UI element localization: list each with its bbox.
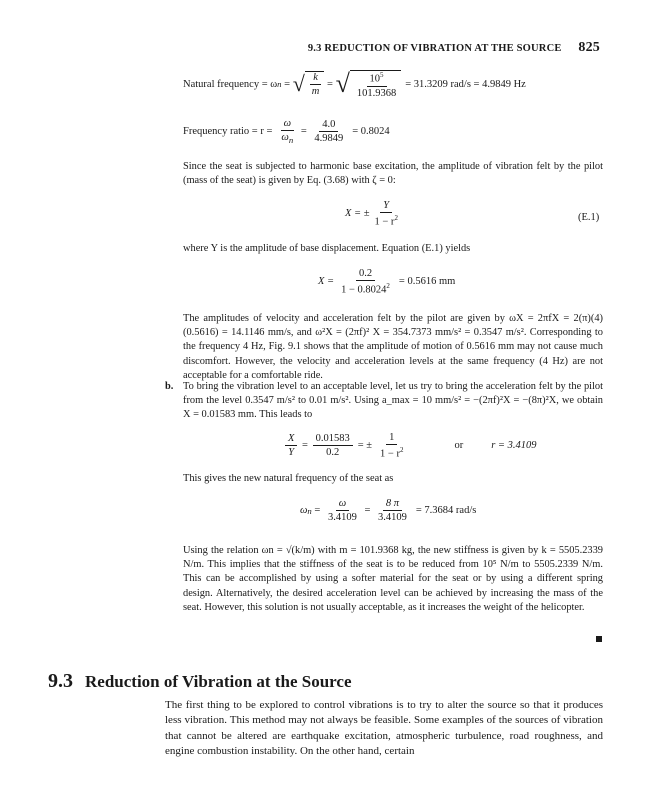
natural-result: = 31.3209 rad/s = 4.9849 Hz [405, 78, 526, 90]
ratio2-or: or [454, 440, 464, 452]
ratio2-lhs-den: Y [288, 447, 295, 459]
end-of-example-mark [596, 636, 602, 642]
x-den: 1 − 0.8024 [341, 284, 387, 296]
eq-natural-label: Natural frequency = ω [183, 78, 278, 90]
section-number: 9.3 [48, 670, 73, 692]
paragraph-new-stiffness: Using the relation ωn = √(k/m) with m = 101.9368 kg, the new stiffness is given by k = 5505.2339 N/m. This implies that the stiffness of the seat is to be reduced from 10⁵ N/m to 5505.2339 N/m. This can be accomplished by using a softer material for the seat or by using a different spring design. Alternatively, the desired acceleration level can be achieved by increasing the mass of the seat. However, this solution is not usually acceptable, as it increases the weight of the helicopter. [183, 545, 603, 613]
ratio-num: 4.0 [319, 119, 338, 132]
ratio2-num2: 1 [386, 432, 397, 445]
part-b-text: To bring the vibration level to an acceptable level, let us try to bring the acceleration felt by the pilot from the level 0.3547 m/s² to 0.01 m/s². Using a_max = 10 mm/s² = −(2πf)²X = −(8π)²X, we obtain X = 0.01583 mm. This leads to [183, 381, 603, 421]
natural-den: 101.9368 [356, 87, 397, 99]
header-title: REDUCTION OF VIBRATION AT THE SOURCE [324, 43, 562, 54]
sqrt-k-over-m: √ $\frac{k}{m}$ [293, 71, 325, 97]
equation-tag-e1: (E.1) [578, 212, 600, 223]
header-section: 9.3 [307, 43, 322, 54]
natural-num-sup: 5 [380, 71, 384, 79]
m-symbol: m [311, 86, 320, 98]
eq-natural-label-sub: n [277, 79, 282, 90]
part-b-label: b. [165, 381, 174, 392]
e1-den: 1 − r [374, 216, 395, 228]
ratio-den: 4.9849 [314, 133, 344, 145]
e1-den-sup: 2 [394, 214, 398, 222]
paragraph-new-natural-frequency: This gives the new natural frequency of the seat as [183, 473, 394, 484]
eq-omega-n: ω n = $\frac{\omega}{3.4109}$ = $\frac{8 \pi}{3.4109}$ = 7.3684 rad/s [300, 498, 477, 523]
eq-natural-frequency: Natural frequency = ω n = √ $\frac{k}{m}$ = √ $\frac{10^5}{101.9368}$ = 31.3209 rad/s = 4.9849 Hz [183, 69, 526, 99]
k-symbol: k [310, 72, 321, 85]
page-number: 825 [578, 40, 600, 55]
wn-result: = 7.3684 rad/s [415, 505, 477, 516]
paragraph-base-displacement: where Y is the amplitude of base displacement. Equation (E.1) yields [183, 243, 471, 254]
e1-lhs: X = ± [345, 208, 370, 220]
wn-num1: ω [336, 498, 349, 511]
wn-num2: 8 π [383, 498, 402, 511]
section-body: The first thing to be explored to control vibrations is to try to alter the source so that it produces less vibration. This method may not always be feasible. Some examples of the sources of vibration that cannot be altered are earthquake excitation, atmospheric turbulence, road roughness, and engine combustion instability. On the other hand, certain [165, 699, 603, 758]
wn-lhs: ω [300, 505, 308, 516]
ratio-sub: n [288, 135, 294, 146]
wn-den1: 3.4109 [327, 512, 357, 523]
ratio-omega-n: ω [281, 132, 289, 143]
ratio2-r-result: r = 3.4109 [491, 440, 537, 452]
ratio2-lhs-num: X [285, 433, 297, 446]
wn-lhs-sub: n [307, 505, 312, 516]
section-title: Reduction of Vibration at the Source [85, 672, 352, 691]
ratio2-eq-pm: = ± [357, 440, 373, 452]
paragraph-harmonic-excitation: Since the seat is subjected to harmonic base excitation, the amplitude of vibration felt by the pilot (mass of the seat) is given by Eq. (3.68) with ζ = 0: [183, 161, 603, 187]
paragraph-velocity-acceleration: The amplitudes of velocity and acceleration felt by the pilot are given by ωX = 2πfX = 2(π)(4)(0.5616) = 14.1146 mm/s, and ω²X = (2πf)² X = 354.7373 mm/s² = 0.3547 m/s². Corresponding to the frequency 4 Hz, Fig. 9.1 shows that the amplitude of motion of 0.5616 mm may not cause much discomfort. However, the velocity and acceleration levels at the same frequency (4 Hz) are not acceptable for a comfortable ride. [183, 313, 603, 381]
ratio2-den2: 1 − r [380, 448, 400, 460]
e1-num: Y [380, 200, 392, 213]
natural-num: 10 [369, 73, 381, 85]
wn-den2: 3.4109 [378, 512, 407, 523]
ratio2-num: 0.01583 [313, 433, 353, 446]
section-heading [48, 670, 352, 693]
ratio-omega: ω [281, 118, 294, 131]
eq-x-value [318, 268, 455, 296]
eq-x-over-y: $\frac{X}{Y}$ = $\frac{0.01583}{0.2}$ = ± $\frac{1}{1 - r^2}$ or r = 3.4109 [283, 432, 537, 460]
x-result: = 0.5616 mm [398, 276, 456, 288]
x-lhs: X = [318, 276, 335, 288]
ratio2-den: 0.2 [326, 447, 340, 459]
eq-e1 [345, 200, 403, 228]
ratio-label: Frequency ratio = r = [183, 126, 273, 138]
x-den-sup: 2 [386, 282, 390, 290]
running-header [308, 40, 600, 56]
eq-frequency-ratio: Frequency ratio = r = $\frac{\omega}{\omega_n}$ = $\frac{4.0}{4.9849}$ = 0.8024 [183, 118, 390, 146]
ratio-result: = 0.8024 [352, 126, 390, 138]
x-num: 0.2 [356, 268, 375, 281]
ratio2-den2-sup: 2 [399, 446, 404, 454]
sqrt-numeric: √ $\frac{10^5}{101.9368}$ [336, 70, 402, 99]
